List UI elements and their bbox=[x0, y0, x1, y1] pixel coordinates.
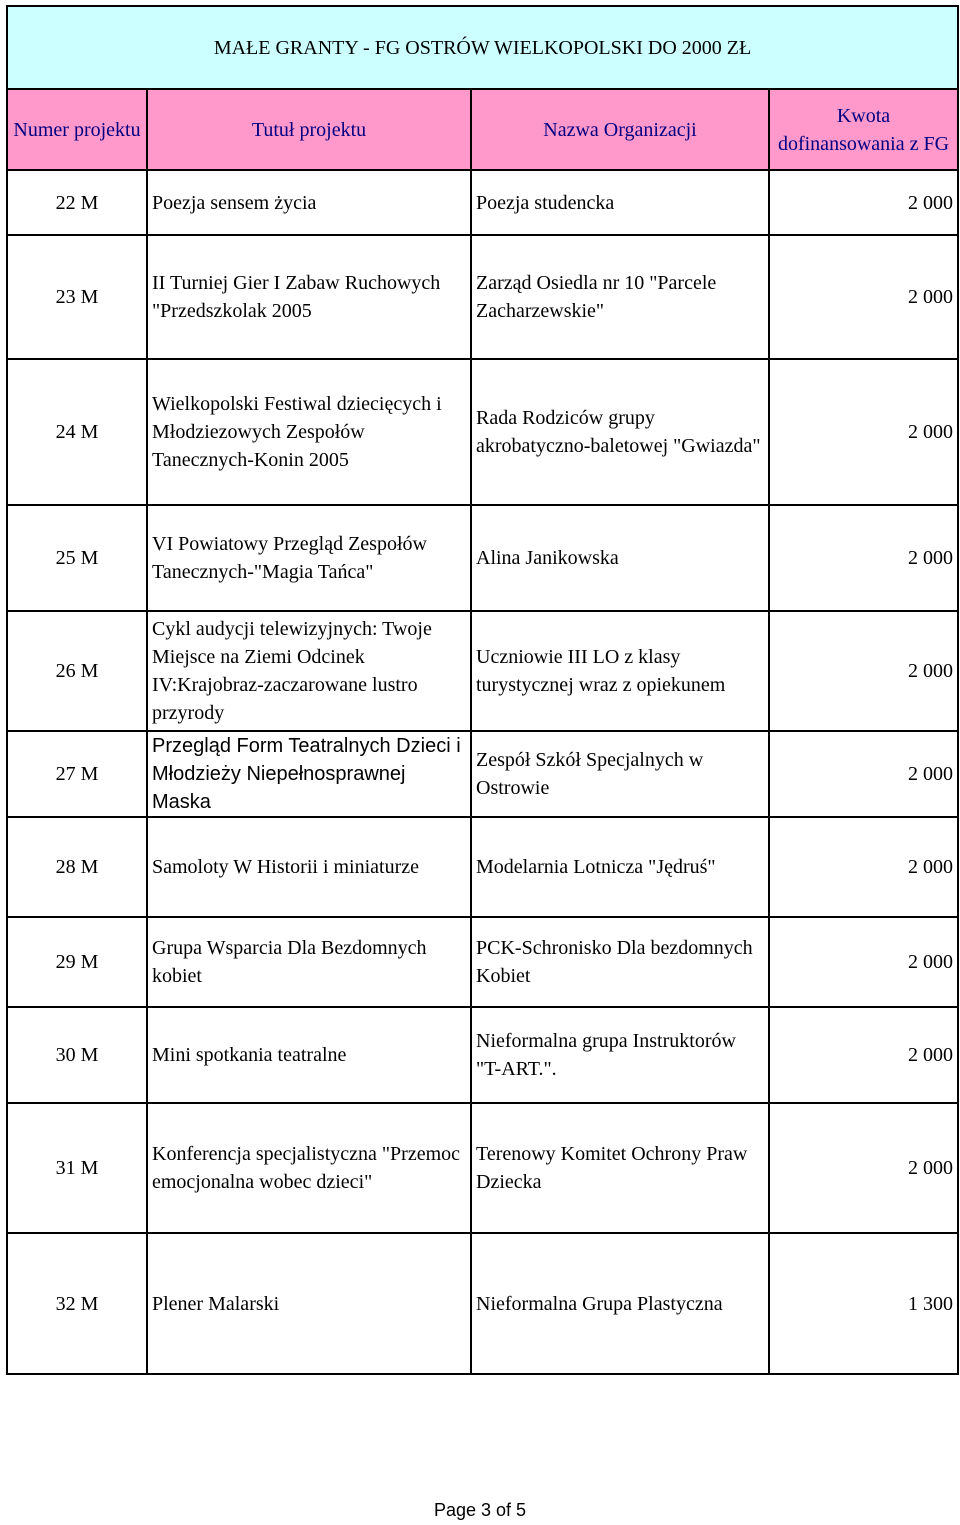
row-number: 24 M bbox=[7, 359, 147, 505]
header-row bbox=[7, 89, 958, 170]
row-number: 25 M bbox=[7, 505, 147, 611]
row-amount: 2 000 bbox=[769, 1103, 958, 1233]
row-amount: 2 000 bbox=[769, 917, 958, 1007]
row-organization: Nieformalna Grupa Plastyczna bbox=[471, 1233, 769, 1374]
row-title: Poezja sensem życia bbox=[147, 170, 471, 235]
row-title: Wielkopolski Festiwal dziecięcych i Młodziezowych Zespołów Tanecznych-Konin 2005 bbox=[147, 359, 471, 505]
table-row bbox=[7, 1103, 958, 1233]
row-organization: Rada Rodziców grupy akrobatyczno-baletowej "Gwiazda" bbox=[471, 359, 769, 505]
row-number: 27 M bbox=[7, 731, 147, 817]
table-row bbox=[7, 817, 958, 917]
row-amount: 2 000 bbox=[769, 731, 958, 817]
row-title: Mini spotkania teatralne bbox=[147, 1007, 471, 1103]
row-amount: 2 000 bbox=[769, 170, 958, 235]
row-organization: Alina Janikowska bbox=[471, 505, 769, 611]
row-number: 32 M bbox=[7, 1233, 147, 1374]
table-row bbox=[7, 170, 958, 235]
row-amount: 2 000 bbox=[769, 505, 958, 611]
header-title: Tutuł projektu bbox=[147, 89, 471, 170]
row-amount: 2 000 bbox=[769, 817, 958, 917]
row-organization: Modelarnia Lotnicza "Jędruś" bbox=[471, 817, 769, 917]
row-organization: Zarząd Osiedla nr 10 "Parcele Zacharzewskie" bbox=[471, 235, 769, 359]
header-organization: Nazwa Organizacji bbox=[471, 89, 769, 170]
row-number: 29 M bbox=[7, 917, 147, 1007]
row-amount: 1 300 bbox=[769, 1233, 958, 1374]
row-amount: 2 000 bbox=[769, 359, 958, 505]
table-row bbox=[7, 359, 958, 505]
row-amount: 2 000 bbox=[769, 1007, 958, 1103]
row-number: 31 M bbox=[7, 1103, 147, 1233]
table-row bbox=[7, 611, 958, 731]
page-footer: Page 3 of 5 bbox=[433, 1500, 527, 1520]
row-number: 26 M bbox=[7, 611, 147, 731]
row-number: 22 M bbox=[7, 170, 147, 235]
row-title: Plener Malarski bbox=[147, 1233, 471, 1374]
table-row bbox=[7, 731, 958, 817]
row-title: VI Powiatowy Przegląd Zespołów Tanecznych-"Magia Tańca" bbox=[147, 505, 471, 611]
row-organization: PCK-Schronisko Dla bezdomnych Kobiet bbox=[471, 917, 769, 1007]
title-row bbox=[7, 6, 958, 89]
row-title: Konferencja specjalistyczna "Przemoc emocjonalna wobec dzieci" bbox=[147, 1103, 471, 1233]
header-amount: Kwota dofinansowania z FG bbox=[769, 89, 958, 170]
table-row bbox=[7, 917, 958, 1007]
grants-table bbox=[6, 5, 959, 1375]
row-organization: Uczniowie III LO z klasy turystycznej wraz z opiekunem bbox=[471, 611, 769, 731]
row-amount: 2 000 bbox=[769, 235, 958, 359]
row-title: Przegląd Form Teatralnych Dzieci i Młodzieży Niepełnosprawnej Maska bbox=[147, 731, 471, 817]
row-number: 30 M bbox=[7, 1007, 147, 1103]
row-title: Grupa Wsparcia Dla Bezdomnych kobiet bbox=[147, 917, 471, 1007]
table-row bbox=[7, 1233, 958, 1374]
row-title: Samoloty W Historii i miniaturze bbox=[147, 817, 471, 917]
row-number: 28 M bbox=[7, 817, 147, 917]
row-organization: Terenowy Komitet Ochrony Praw Dziecka bbox=[471, 1103, 769, 1233]
table-row bbox=[7, 235, 958, 359]
row-organization: Nieformalna grupa Instruktorów "T-ART.". bbox=[471, 1007, 769, 1103]
row-organization: Zespół Szkół Specjalnych w Ostrowie bbox=[471, 731, 769, 817]
row-number: 23 M bbox=[7, 235, 147, 359]
table-title: MAŁE GRANTY - FG OSTRÓW WIELKOPOLSKI DO 2000 ZŁ bbox=[7, 6, 958, 89]
row-title: Cykl audycji telewizyjnych: Twoje Miejsce na Ziemi Odcinek IV:Krajobraz-zaczarowane lustro przyrody bbox=[147, 611, 471, 731]
table-row bbox=[7, 1007, 958, 1103]
header-number: Numer projektu bbox=[7, 89, 147, 170]
row-organization: Poezja studencka bbox=[471, 170, 769, 235]
row-title: II Turniej Gier I Zabaw Ruchowych "Przedszkolak 2005 bbox=[147, 235, 471, 359]
row-amount: 2 000 bbox=[769, 611, 958, 731]
table-row bbox=[7, 505, 958, 611]
